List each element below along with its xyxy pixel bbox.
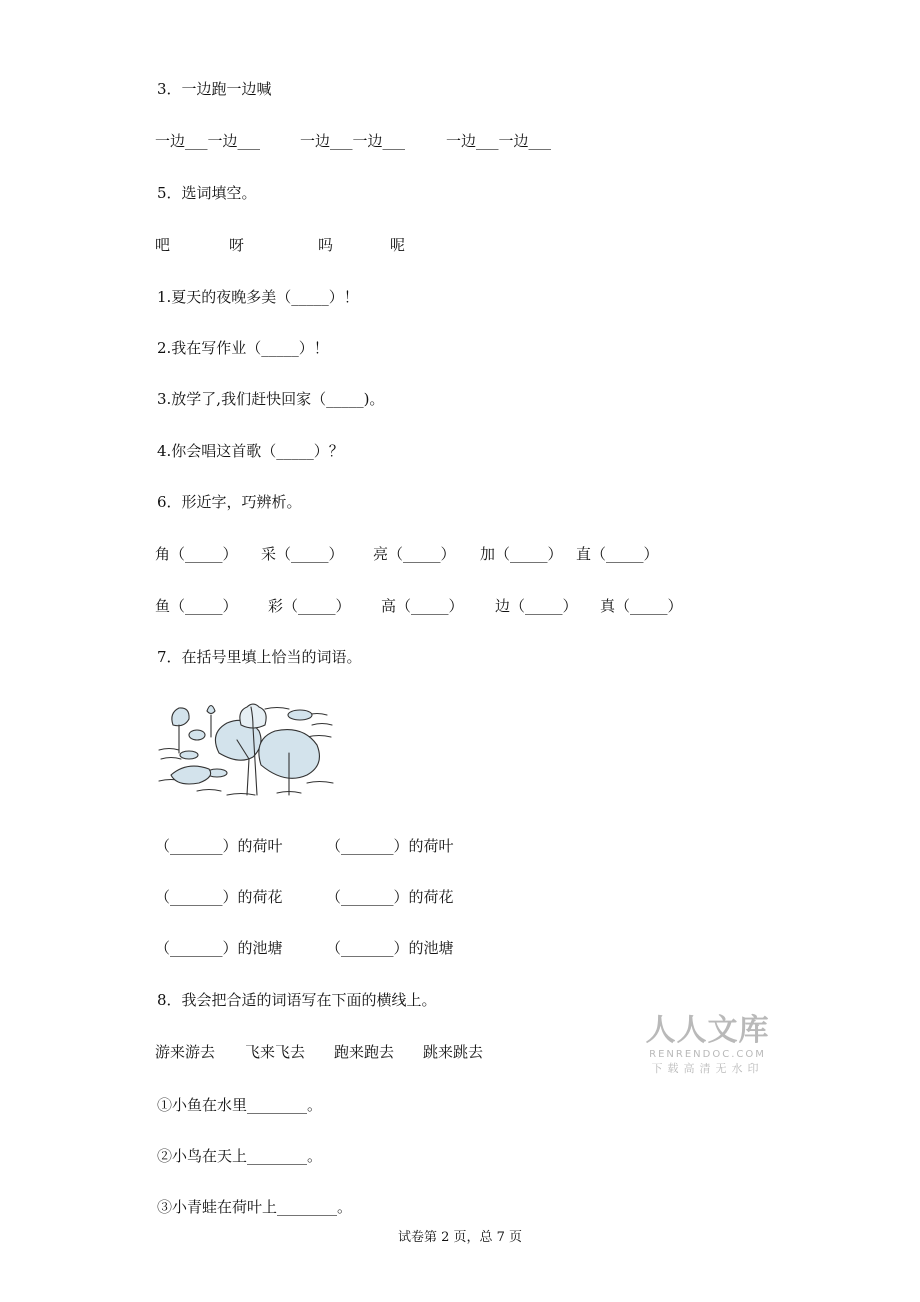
q6-row1-item-4: 加（_____）	[480, 545, 563, 563]
q6-row1-item-2: 采（_____）	[261, 545, 344, 563]
q7-blank-2-2: （_______）的荷花	[326, 888, 454, 906]
q5-word-2: 呀	[229, 236, 245, 254]
q8-sentence-3: ③小青蛙在荷叶上________。	[157, 1198, 353, 1216]
q5-title: 5．选词填空。	[157, 184, 257, 202]
watermark-slogan: 下载高清无水印	[651, 1062, 764, 1075]
q6-row2-item-4: 边（_____）	[495, 597, 578, 615]
q3-title: 3．一边跑一边喊	[157, 80, 272, 98]
q6-row1-item-1: 角（_____）	[155, 545, 238, 563]
q8-sentence-1: ①小鱼在水里________。	[157, 1096, 323, 1114]
page-footer: 试卷第 2 页，总 7 页	[397, 1230, 523, 1245]
q3-blank-2: 一边___一边___	[300, 132, 406, 150]
q5-sentence-1: 1.夏天的夜晚多美（_____）！	[157, 288, 359, 306]
q7-blank-1-1: （_______）的荷叶	[155, 837, 283, 855]
q7-blank-1-2: （_______）的荷叶	[326, 837, 454, 855]
q6-row1-item-5: 直（_____）	[576, 545, 659, 563]
q8-title: 8．我会把合适的词语写在下面的横线上。	[157, 991, 437, 1009]
q5-sentence-4: 4.你会唱这首歌（_____）？	[157, 442, 344, 460]
q6-row1-item-3: 亮（_____）	[373, 545, 456, 563]
q3-blank-3: 一边___一边___	[446, 132, 552, 150]
q3-blank-1: 一边___一边___	[155, 132, 261, 150]
q7-blank-2-1: （_______）的荷花	[155, 888, 283, 906]
q7-blank-3-2: （_______）的池塘	[326, 939, 454, 957]
watermark	[640, 1014, 775, 1076]
q8-word-2: 飞来飞去	[245, 1043, 306, 1061]
watermark-title: 人人文库	[645, 1013, 770, 1048]
q6-row2-item-5: 真（_____）	[600, 597, 683, 615]
q8-word-1: 游来游去	[155, 1043, 216, 1061]
lotus-pond-illustration	[157, 695, 337, 800]
q5-sentence-2: 2.我在写作业（_____）！	[157, 339, 329, 357]
q5-word-3: 吗	[318, 236, 334, 254]
q6-row2-item-3: 高（_____）	[381, 597, 464, 615]
q5-word-1: 吧	[155, 236, 171, 254]
q6-row2-item-2: 彩（_____）	[268, 597, 351, 615]
q8-word-4: 跳来跳去	[423, 1043, 484, 1061]
q8-word-3: 跑来跑去	[334, 1043, 395, 1061]
q6-title: 6．形近字，巧辨析。	[157, 493, 302, 511]
q6-row2-item-1: 鱼（_____）	[155, 597, 238, 615]
q5-word-4: 呢	[390, 236, 406, 254]
q7-blank-3-1: （_______）的池塘	[155, 939, 283, 957]
q7-title: 7．在括号里填上恰当的词语。	[157, 648, 362, 666]
q8-sentence-2: ②小鸟在天上________。	[157, 1147, 323, 1165]
q5-sentence-3: 3.放学了,我们赶快回家（_____)。	[157, 390, 385, 408]
watermark-url: RENRENDOC.COM	[649, 1049, 766, 1060]
